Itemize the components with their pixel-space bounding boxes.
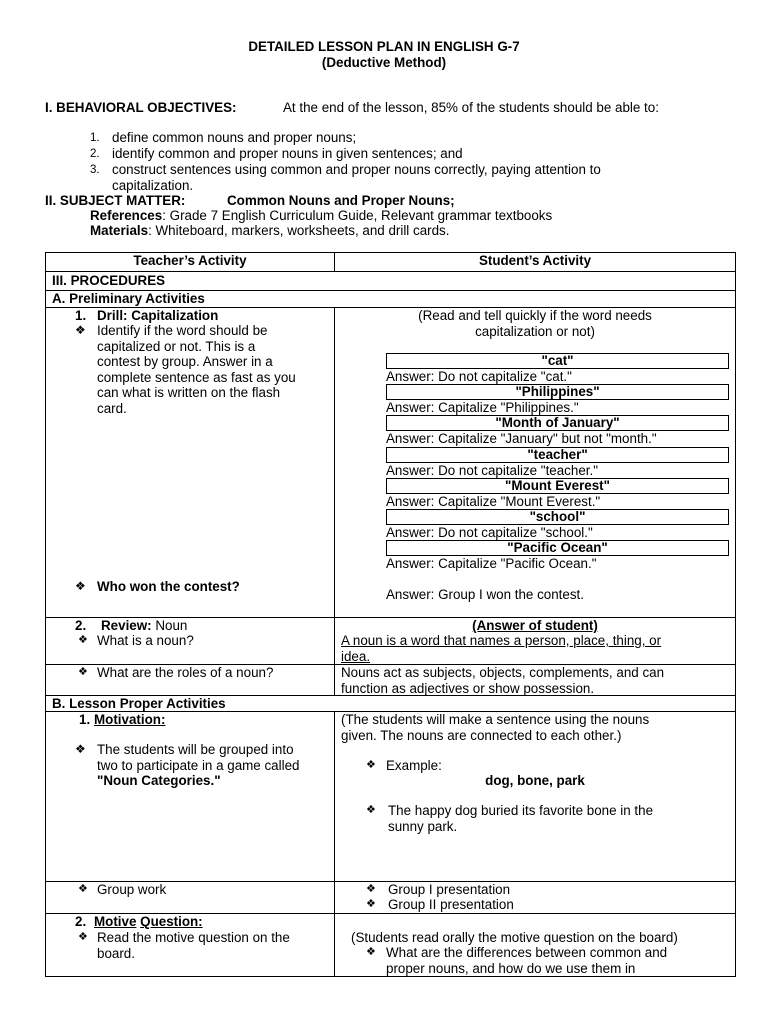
objective-number: 2. xyxy=(90,148,100,160)
drill-text-line: contest by group. Answer in a xyxy=(97,354,273,370)
flash-card-answer: Answer: Do not capitalize "teacher." xyxy=(386,463,598,478)
who-won-answer: Answer: Group I won the contest. xyxy=(386,587,584,602)
references-label: References xyxy=(90,208,163,223)
group-presentation: Group I presentation xyxy=(388,882,511,897)
references-value: : Grade 7 English Curriculum Guide, Relevant grammar textbooks xyxy=(162,208,553,223)
bullet-icon: ❖ xyxy=(366,804,376,816)
flash-card: "Month of January" xyxy=(386,415,729,431)
drill-instructions xyxy=(97,323,296,417)
objectives-intro: At the end of the lesson, 85% of the students should be able to: xyxy=(283,100,659,115)
bullet-icon: ❖ xyxy=(366,759,376,771)
review-number: 2. xyxy=(75,618,87,633)
who-won-question: Who won the contest? xyxy=(97,579,240,594)
group-work: Group work xyxy=(97,882,167,897)
review-topic: Noun xyxy=(151,618,188,633)
drill-text-line: card. xyxy=(97,400,127,416)
bullet-icon: ❖ xyxy=(366,883,376,895)
motivation-student: (The students will make a sentence using the nouns given. The nouns are connected to each other.) xyxy=(341,712,650,743)
flash-card-answer: Answer: Capitalize "Pacific Ocean." xyxy=(386,556,597,571)
materials-label: Materials xyxy=(90,223,149,238)
review-answer: A noun is a word that names a person, place, thing, or idea. xyxy=(341,633,662,664)
motivation-text: The students will be grouped into two to participate in a game called "Noun Categories." xyxy=(97,742,300,789)
column-header-student: Student’s Activity xyxy=(478,253,592,268)
motive-label: Motive xyxy=(94,914,137,929)
flash-card-answer: Answer: Capitalize "January" but not "month." xyxy=(386,431,657,446)
drill-text-line: can what is written on the flash xyxy=(97,385,281,401)
drill-label: Drill: Capitalization xyxy=(97,308,219,323)
review-answer-label: (Answer of student) xyxy=(472,618,598,633)
bullet-icon: ❖ xyxy=(78,666,88,678)
flash-card: "Philippines" xyxy=(386,384,729,400)
objective-item: identify common and proper nouns in given sentences; and xyxy=(112,146,463,161)
drill-number: 1. xyxy=(75,308,87,323)
subject-value: Common Nouns and Proper Nouns; xyxy=(227,193,455,208)
flash-card: "school" xyxy=(386,509,729,525)
review-question: What is a noun? xyxy=(97,633,194,648)
motive-student-intro: (Students read orally the motive question on the board) xyxy=(351,930,678,945)
drill-text-line: capitalized or not. This is a xyxy=(97,338,256,354)
bullet-icon: ❖ xyxy=(75,323,86,337)
objective-item: define common nouns and proper nouns; xyxy=(112,130,357,145)
review-question: What are the roles of a noun? xyxy=(97,665,274,680)
objective-number: 1. xyxy=(90,132,100,144)
bullet-icon: ❖ xyxy=(366,946,376,958)
drill-text-line: complete sentence as fast as you xyxy=(97,369,296,385)
column-header-teacher: Teacher’s Activity xyxy=(133,253,247,268)
review-answer: Nouns act as subjects, objects, complements, and can function as adjectives or show possession. xyxy=(341,665,665,696)
flash-card: "Mount Everest" xyxy=(386,478,729,494)
flash-card-answer: Answer: Do not capitalize "cat." xyxy=(386,369,572,384)
objective-item-continued: capitalization. xyxy=(112,178,194,193)
bullet-icon: ❖ xyxy=(75,742,86,756)
lesson-proper-heading: B. Lesson Proper Activities xyxy=(52,696,226,711)
example-words: dog, bone, park xyxy=(485,773,585,788)
motive-label-question: Question: xyxy=(140,914,203,929)
flash-card: "Pacific Ocean" xyxy=(386,540,729,556)
motive-text: Read the motive question on the board. xyxy=(97,930,290,961)
bullet-icon: ❖ xyxy=(75,579,86,593)
materials-value: : Whiteboard, markers, worksheets, and drill cards. xyxy=(148,223,450,238)
review-label: Review: xyxy=(101,618,152,633)
preliminary-activities-heading: A. Preliminary Activities xyxy=(52,291,205,306)
motivation-label: Motivation: xyxy=(94,712,166,727)
bullet-icon: ❖ xyxy=(366,898,376,910)
objective-item: construct sentences using common and proper nouns correctly, paying attention to xyxy=(112,162,601,177)
drill-text-line: Identify if the word should be xyxy=(97,323,268,338)
motivation-number: 1. xyxy=(79,712,91,727)
objective-number: 3. xyxy=(90,164,100,176)
example-label: Example: xyxy=(386,758,442,773)
drill-student-intro: (Read and tell quickly if the word needs capitalization or not) xyxy=(418,308,652,339)
motive-student-question: What are the differences between common and proper nouns, and how do we use them in xyxy=(386,945,668,976)
example-sentence: The happy dog buried its favorite bone in the sunny park. xyxy=(388,803,654,834)
document-subtitle: (Deductive Method) xyxy=(321,55,447,70)
flash-card-answer: Answer: Do not capitalize "school." xyxy=(386,525,593,540)
flash-card-answer: Answer: Capitalize "Mount Everest." xyxy=(386,494,601,509)
bullet-icon: ❖ xyxy=(78,931,88,943)
subject-heading: II. SUBJECT MATTER: xyxy=(45,193,186,208)
bullet-icon: ❖ xyxy=(78,634,88,646)
motive-number: 2. xyxy=(75,914,87,929)
flash-card: "teacher" xyxy=(386,447,729,463)
objectives-heading: I. BEHAVIORAL OBJECTIVES: xyxy=(45,100,237,115)
group-presentation: Group II presentation xyxy=(388,897,514,912)
flash-card: "cat" xyxy=(386,353,729,369)
document-title: DETAILED LESSON PLAN IN ENGLISH G-7 xyxy=(248,39,520,54)
procedures-heading: III. PROCEDURES xyxy=(52,273,166,288)
bullet-icon: ❖ xyxy=(78,883,88,895)
flash-card-answer: Answer: Capitalize "Philippines." xyxy=(386,400,579,415)
